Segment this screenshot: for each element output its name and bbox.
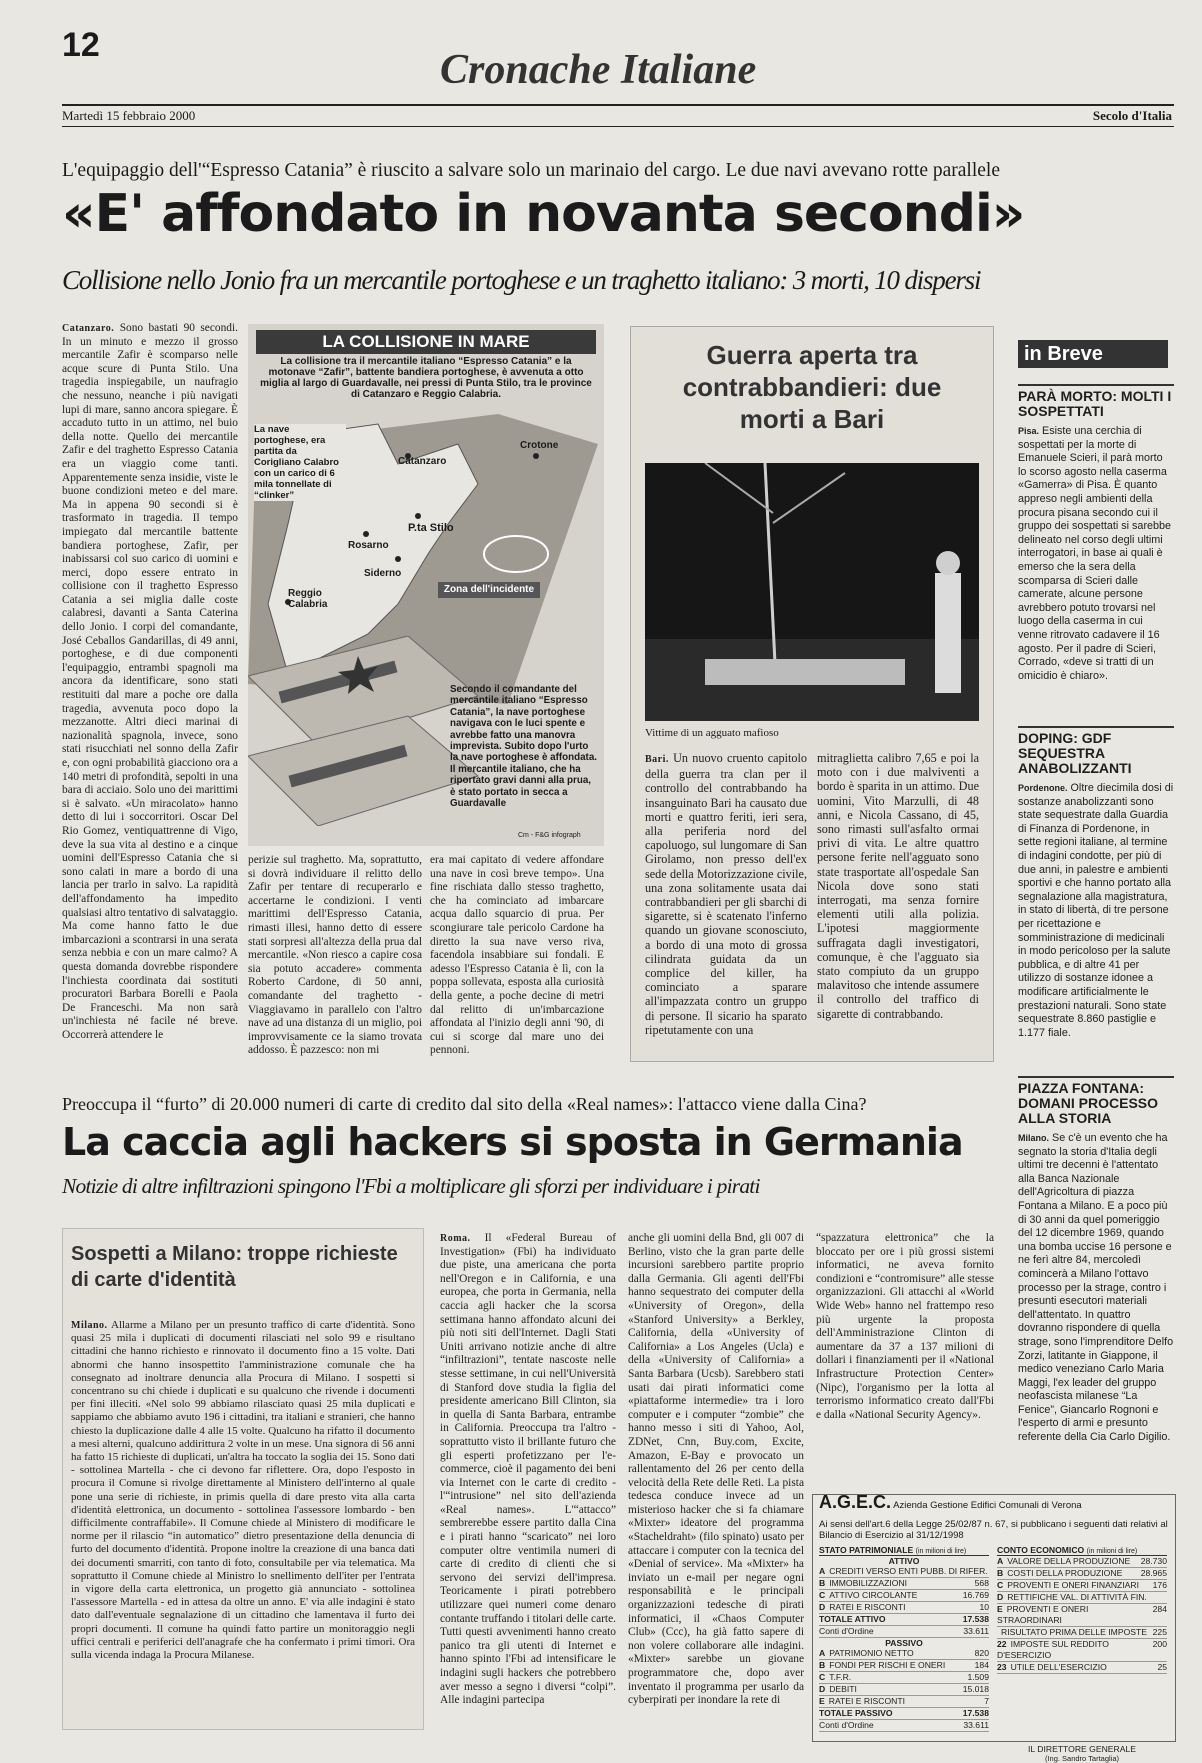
night-scene-illustration	[645, 463, 979, 721]
hackers-column-2	[628, 1232, 804, 1730]
attivo-value: 10	[979, 1602, 989, 1612]
ce-value: 176	[1152, 1580, 1167, 1590]
signature-name: (Ing. Sandro Tartaglia)	[1044, 1754, 1120, 1763]
passivo-letter: B	[819, 1660, 826, 1670]
agec-intro: Ai sensi dell'art.6 della Legge 25/02/87 n. 67, si pubblicano i seguenti dati relativi al Bilancio di Esercizio al 31/12/1998	[819, 1519, 1168, 1541]
passivo-label: PASSIVO	[885, 1638, 923, 1648]
ce-row	[997, 1580, 1167, 1592]
place-stilo: P.ta Stilo	[408, 522, 454, 534]
graphic-title: LA COLLISIONE IN MARE	[256, 330, 596, 354]
bari-text-2: mitraglietta calibro 7,65 e poi la moto con i due malviventi a bordo è sparita in un attimo. Due uomini, Vito Marzulli, di 48 anni, e Nicola Cassano, di 45, sono rimasti sull'asfalto ormai privi di vita. Le altre quattro persone ferite nell'agguato sono state trasportate all'ospedale San Nicola dove sono stati interrogati, ma senza fornire elementi utili alla polizia. L'ipotesi maggiormente suffragata dagli investigatori, comunque, è che l'agguato sia stato compiuto da un gruppo malavitoso che intende assumere il controllo del traffico di sigarette di contrabbando.	[817, 751, 979, 1021]
section-title: Cronache Italiane	[440, 47, 757, 93]
attivo-label: CREDITI VERSO ENTI PUBB. DI RIFER.	[829, 1566, 988, 1576]
brief-body-2: Oltre diecimila dosi di sostanze anabolizzanti sono state sequestrate dalla Guardia di Finanza di Pordenone, in sette regioni italiane, al termine di indagini condotte, per più di due anni, in palestre e ambienti sportivi e che hanno portato alla segnalazione alla magistratura, in stato di libertà, di tre persone per ricettazione e somministrazione di medicinali in modo pericoloso per la salute pubblica, e di altre 41 per utilizzo di sostanze idonee a modificare artificialmente le prestazioni naturali. Sono state sequestrate 8.860 pastiglie e 1.177 fiale.	[1018, 782, 1174, 1039]
milano-column	[71, 1319, 415, 1719]
hackers-text-3: “spazzatura elettronica” che la bloccato per ore i più grossi sistemi informatici, ne aveva fornito condizioni e “contromisure” alle stesse organizzazioni. Gli attacchi al «World Wide Web» hanno nel frattempo reso più urgente la proposta dell'Amministrazione Clinton di aumentare da 37 a 137 milioni di dollari i finanziamenti per il «National Infrastructure Protection Center» (Nipc), l'organismo per la lotta al terrorismo informatico creato dall'Fbi e dalla «National Security Agency».	[816, 1232, 994, 1421]
ce-letter: B	[997, 1568, 1004, 1578]
ce-value: 284	[1152, 1604, 1167, 1614]
attivo-value: 16.769	[962, 1590, 989, 1600]
header-rule-bottom	[62, 126, 1174, 127]
brief-body-3: Se c'è un evento che ha segnato la storia d'Italia degli ultimi tre decenni è l'attentato alla Banca Nazionale dell'Agricoltura di piazza Fontana a Milano. E a poco più di 30 anni da quel pomeriggio del 12 dicembre 1969, quando una bomba uccise 16 persone e ne ferì altre 84, mercoledì comincerà a Milano l'ottavo processo per la strage, contro i presunti esecutori materiali dell'attentato. In quattro dovranno rispondere di quella strage, sono l'imprenditore Delfo Zorzi, latitante in Giappone, il medico veneziano Carlo Maria Maggi, l'ex leader del gruppo neofascista milanese “La Fenice”, Giancarlo Rognoni e l'esperto di armi e presunto referente della Cia Carlo Digilio.	[1018, 1132, 1174, 1444]
hackers-headline: La caccia agli hackers si sposta in Germania	[62, 1120, 963, 1164]
main-headline: «E' affondato in novanta secondi»	[62, 184, 1025, 244]
passivo-label: FONDI PER RISCHI E ONERI	[829, 1660, 946, 1670]
milano-text: Allarme a Milano per un presunto traffico di carte d'identità. Sono quasi 25 mila i duplicati di documenti rilasciati nel solo 99 e risultano cittadini che hanno richiesto e rinnovato il documento fino a 15 volte. Dati abnormi che hanno insospettito l'amministrazione comunale che ha consegnato ad inoltrare denuncia alla Procura di Milano. I sospetti si concentrano su chi chiede i duplicati e su qualcuno che rivende i documenti per fini illeciti. «Nel solo 99 abbiamo rilasciato quasi 25 mila duplicati e sappiamo che abbiamo avuto 196 i cittadini, tra italiani e stranieri, che hanno chiesto la duplicazione dalle 4 alle 15 volte. Qualcuno ha rifatto il documento a mesi alterni, qualcuno addirittura 2 volte in un mese. Una signora di 56 anni ha fatto 15 richieste di duplicati, un'altra ha toccato la soglia dei 15. Sono dati - sottolinea Martella - che ci devono far riflettere. Ora, dopo l'esposto in procura il Comune si rivolge direttamente al Ministero dell'interno al quale pone una serie di richieste, in primis quella di dare presto vita alla carta d'identità elettronica, un documento - sottolinea l'assessore lombardo - ben difficilmente contraffabile». Il Comune chiede al Ministero di modificare le norme per il rilascio “in automatico” dietro presentazione della denuncia di furto del documento d'identità. Propone inoltre la creazione di una banca dati dei documenti smarriti, con tanto di foto, consultabile per via telematica. Ma soprattutto il Comune chiede al Ministro lo snellimento dell'iter per l'entrata in vigore della carta elettronica, un progetto già annunciato - sottolinea l'assessore Martella - ed in attesa da oltre un anno. E' via alle indagini è stato dato dall'eventuale segnalazione di un cittadino che lamentava il furto dei propri documenti. Il comune ha quindi fatto partire un monitoraggio negli uffici centrali e periferici dell'anagrafe che ha confermato i primi timori. Ora sulla vicenda indaga la Procura Milanese.	[71, 1319, 415, 1662]
brief-dateline-1: Pisa.	[1018, 426, 1040, 436]
passivo-letter: A	[819, 1648, 826, 1658]
hackers-text-2: anche gli uomini della Bnd, gli 007 di Berlino, visto che la gran parte delle incursioni sarebbero partite proprio dalla Germania. Gli agenti dell'Fbi hanno sequestrato dei computer della «University of Oregon», della «Stanford University» a Berkley, California, della «University of California» a Los Angeles (Ucla) e della «University of California» a Santa Barbara (Ucsb). Sarebbero stati usati dai pirati informatici come «piattaforme intermedie» tra i loro computer e i computer “zombie” che hanno messo i siti di Yahoo, Aol, ZDNet, Cnn, Buy.com, Excite, Amazon, E-Bay e provocato un rallentamento del 26 per cento della velocità della Rete delle Reti. La pista tedesca conduce invece ad un misterioso hacker che si fa chiamare «Mixter» ideatore del programma «Stacheldraht» (filo spinato) usato per attaccare i computer con la tecnica del «Denial of service». Ma «Mixter» ha inviato un e-mail per negare ogni responsabilità e le principali organizzazioni tedesche di pirati informatici, il «Chaos Computer Club» (Ccc), ha già fatto sapere di non volere collaborare alle indagini. «Mixter» sarebbe un giovane programmatore che, dopo aver inventato il programma per usarlo da cyberpirati per inondare la rete di	[628, 1232, 804, 1707]
passivo-letter: C	[819, 1672, 826, 1682]
milano-box	[62, 1228, 424, 1730]
ce-label: COSTI DELLA PRODUZIONE	[1007, 1568, 1123, 1578]
place-rosarno: Rosarno	[348, 540, 389, 551]
place-reggio: Reggio Calabria	[288, 588, 328, 610]
attivo-letter: D	[819, 1602, 826, 1612]
brief-item-1	[1018, 384, 1174, 683]
attivo-label: IMMOBILIZZAZIONI	[829, 1578, 908, 1588]
hackers-text-1: Il «Federal Bureau of Investigation» (Fbi) ha individuato due piste, una americana che porta nell'Oregon e in California, e una europea, che porta in Germania, nella caccia agli hacker che la scorsa settimana hanno affondato alcuni dei più noti siti dell'Internet. Dagli Stati Uniti arrivano notizie anche di altre “infiltrazioni”, tentate nascoste nelle stesse settimane, in cui nell'Università di Stanford dove studia la figlia del presidente americano Bill Clinton, sia in quella di Santa Barbara, entrambe in California. Preoccupa tra l'altro - soprattutto visto il brillante futuro che gli esperti profetizzano per l'e-commerce, cioè il pagamento dei beni via Internet con le carte di credito - l'“intrusione” nel sito dell'azienda «Real names». L'“attacco” sembrerebbe essere partito dalla Cina e i pirati hanno “scaricato” nei loro computer oltre ventimila numeri di carte di credito di clienti che si servono dei servizi dell'impresa. Teoricamente i pirati potrebbero utilizzare quei numeri come denaro contante truffando i titolari delle carte. Tutti questi avvenimenti hanno creato panico tra gli utenti di Internet e hanno spinto l'Fbi ad intensificare le indagini sugli hackers che potrebbero aver messo a segno i diversi “colpi”. Alle indagini partecipa	[440, 1232, 616, 1707]
agec-header	[819, 1492, 1169, 1512]
milano-title: Sospetti a Milano: troppe richieste di carte d'identità	[71, 1243, 398, 1291]
passivo-value: 820	[974, 1648, 989, 1658]
attivo-letter: B	[819, 1578, 826, 1588]
attivo-row	[819, 1602, 989, 1614]
passivo-row	[819, 1696, 989, 1708]
agec-title: A.G.E.C.	[819, 1492, 892, 1512]
sp-header: STATO PATRIMONIALE	[819, 1545, 914, 1555]
passivo-row	[819, 1684, 989, 1696]
brief-item-2	[1018, 726, 1174, 1040]
passivo-label: DEBITI	[829, 1684, 857, 1694]
graphic-intro: La collisione tra il mercantile italiano “Espresso Catania” e la motonave “Zafir”, battente bandiera portoghese, è avvenuta a otto miglia al largo di Guardavalle, nei pressi di Punta Stilo, tra le province di Catanzaro e Reggio Calabria.	[260, 356, 592, 400]
ce-label: PROVENTI E ONERI STRAORDINARI	[997, 1604, 1089, 1625]
attivo-row	[819, 1578, 989, 1590]
ce-label: RISULTATO PRIMA DELLE IMPOSTE	[1001, 1627, 1147, 1637]
ce-letter: C	[997, 1580, 1004, 1590]
inbreve-label: in Breve	[1018, 340, 1168, 368]
brief-dateline-2: Pordenone.	[1018, 783, 1068, 793]
passivo-value: 184	[974, 1660, 989, 1670]
ce-row	[997, 1604, 1167, 1627]
ce-value: 25	[1157, 1662, 1167, 1672]
place-crotone: Crotone	[520, 440, 559, 451]
ce-label: PROVENTI E ONERI FINANZIARI	[1007, 1580, 1140, 1590]
brief-title-3: PIAZZA FONTANA: DOMANI PROCESSO ALLA STORIA	[1018, 1076, 1174, 1126]
page-number: 12	[62, 26, 100, 64]
passivo-value: 1.509	[967, 1672, 989, 1682]
brief-title-1: PARÀ MORTO: MOLTI I SOSPETTATI	[1018, 384, 1174, 419]
ce-label: UTILE DELL'ESERCIZIO	[1010, 1662, 1107, 1672]
ce-letter: 23	[997, 1662, 1007, 1672]
attivo-row	[819, 1566, 989, 1578]
conti-ordine-2-row	[819, 1720, 989, 1732]
ce-letter: E	[997, 1604, 1003, 1614]
passivo-value: 15.018	[962, 1684, 989, 1694]
ce-rows	[997, 1556, 1167, 1674]
agec-stato-patrimoniale	[819, 1545, 989, 1732]
ce-letter: A	[997, 1556, 1004, 1566]
bari-column-2	[817, 751, 979, 1051]
bari-box	[630, 326, 994, 1062]
attivo-letter: A	[819, 1566, 826, 1576]
attivo-label: ATTIVO CIRCOLANTE	[829, 1590, 918, 1600]
ce-row	[997, 1662, 1167, 1674]
ce-row	[997, 1627, 1167, 1639]
passivo-letter: E	[819, 1696, 825, 1706]
tot-passivo-label: TOTALE PASSIVO	[819, 1708, 893, 1718]
main-column-2	[248, 854, 422, 1064]
attivo-value: 568	[974, 1578, 989, 1588]
passivo-row	[819, 1672, 989, 1684]
zone-label: Zona dell'incidente	[438, 582, 540, 598]
attivo-label: ATTIVO	[888, 1556, 920, 1566]
passivo-label: RATEI E RISCONTI	[828, 1696, 905, 1706]
ce-unit: (in milioni di lire)	[1086, 1548, 1138, 1555]
ce-value: 28.730	[1140, 1556, 1167, 1566]
passivo-value: 7	[984, 1696, 989, 1706]
milano-dateline: Milano.	[71, 1320, 108, 1331]
attivo-row	[819, 1590, 989, 1602]
conti-ordine-2-label: Conti d'Ordine	[819, 1720, 874, 1730]
main-column-1	[62, 322, 238, 1064]
place-catanzaro: Catanzaro	[398, 456, 447, 467]
ce-value: 225	[1152, 1627, 1167, 1637]
agec-title-tail: Azienda Gestione Edifici Comunali di Verona	[893, 1500, 1082, 1511]
passivo-row	[819, 1648, 989, 1660]
attivo-rows	[819, 1566, 989, 1614]
agec-conto-economico	[997, 1545, 1167, 1763]
bari-text-1: Un nuovo cruento capitolo della guerra tra clan per il controllo del contrabbando ha insanguinato Bari ha causato due morti e quattro feriti, ieri sera, alla periferia nord del capoluogo, sul lungomare di San Girolamo, non presso dell'ex sede della Motorizzazione civile, una zona solitamente usata dai contrabbandieri per gli sbarchi di sigarette, si è scatenato l'inferno quando un giovane sconosciuto, a bordo di una moto di grossa cilindrata guidata da un complice del killer, ha cominciato a sparare all'impazzata contro un gruppo di persone. Il sicario ha sparato ripetutamente con una	[645, 751, 807, 1037]
paper-name: Secolo d'Italia	[1092, 108, 1172, 123]
main-text-1: Sono bastati 90 secondi. In un minuto e mezzo il grosso mercantile Zafir è scomparso nelle acque scure di Punta Stilo. Una tragedia inspiegabile, un naufragio che nessuno, neanche i più navigati lupi di mare, sanno ancora spiegare. È accaduto tutto in un attimo, nel buio della notte. Quello dei mercantile Zafir e del traghetto Espresso Catania era un viaggio come tanti. Apparentemente senza insidie, viste le buone condizioni meteo e del mare. Ma in appena 90 secondi si è trasformato in tragedia. Il tempo impiegato dal mercantile battente bandiera portoghese, Zafir, per inabissarsi col suo carico di uomini e merci, dopo essere entrato in collisione con il traghetto Espresso Catania a sei miglia dalle coste calabresi, davanti a Santa Caterina dello Jonio. I corpi del comandante, José Ceballos Gandarillas, di 49 anni, portoghese, e di due componenti l'equipaggio, entrambi spagnoli ma ancora da identificare, sono stati restituiti dal mare a poche ore dalla tragedia, avvenuta poco dopo la mezzanotte. Altri dieci marinai di nazionalità spagnola, invece, sono stati risucchiati nel sonno della Zafir e, con ogni probabilità giacciono ora a 140 metri di profondità, sepolti in una bara di acciaio. Solo uno dei marittimi si è salvato. «Un miracolato» hanno detto di lui i soccorritori. Oscar Del Rio Gomez, ventiquattrenne di Vigo, deve la sua vita al destino e a cinque uomini dell'Espresso Catania che si sono calati in mare a bordo di una lancia per trarlo in salvo. La rapidità dell'affondamento ha impedito qualsiasi altro tentativo di salvataggio. Ma come hanno fatto le due imbarcazioni a scontrarsi in una serata senza nebbia e con un mare calmo? A questa domanda dovrebbe rispondere l'inchiesta coordinata dai sostituti procuratori Barbara Borelli e Paola De Franceschi. Ma non sarà un'inchiesta né facile né breve. Occorrerà attendere le	[62, 322, 238, 1041]
ce-value: 28.965	[1140, 1568, 1167, 1578]
attivo-letter: C	[819, 1590, 826, 1600]
passivo-label: PATRIMONIO NETTO	[829, 1648, 914, 1658]
passivo-letter: D	[819, 1684, 826, 1694]
main-text-3: era mai capitato di vedere affondare una nave in così breve tempo». Una fine rischiata dallo stesso traghetto, che ha cominciato ad imbarcare acqua dallo squarcio di prua. Per scongiurare tale pericolo Cardone ha diretto la sua nave verso riva, facendola insabbiare sui fondali. E adesso l'Espresso Catania è lì, con la poppa sollevata, esposta alla curiosità della gente, a poche decine di metri dal relitto di un'imbarcazione affondata al l'inizio degli anni '90, di cui si scorge dal mare uno dei pennoni.	[430, 854, 604, 1057]
passivo-rows	[819, 1648, 989, 1708]
ce-label: IMPOSTE SUL REDDITO D'ESERCIZIO	[997, 1639, 1109, 1660]
bari-title: Guerra aperta tra contrabbandieri: due morti a Bari	[682, 340, 942, 434]
attivo-label: RATEI E RISCONTI	[829, 1602, 906, 1612]
ce-letter: 22	[997, 1639, 1007, 1649]
header-rule	[62, 104, 1174, 106]
sp-unit: (in milioni di lire)	[915, 1548, 967, 1555]
ce-value: 200	[1152, 1639, 1167, 1649]
ce-label: RETTIFICHE VAL. DI ATTIVITÀ FIN.	[1007, 1592, 1147, 1602]
graphic-credit: Cm - F&G infograph	[518, 832, 581, 839]
tot-attivo-label: TOTALE ATTIVO	[819, 1614, 886, 1624]
bari-column-1	[645, 751, 807, 1051]
main-text-2: perizie sul traghetto. Ma, soprattutto, si dovrà individuare il relitto dello Zafir per tentare di recuperarlo e accertarne le condizioni. I venti marittimi dell'Espresso Catania, rimasti illesi, hanno detto di essere stati sorpresi all'altezza della prua dal mercantile. «Non riesco a capire cosa sia potuto accadere» commenta Roberto Cardone, di 50 anni, comandante del traghetto - Viaggiavamo in parallelo con l'altro nave ad una distanza di un miglio, poi improvvisamente ce la siamo trovata addosso. È pazzesco: non mi	[248, 854, 422, 1057]
ce-header: CONTO ECONOMICO	[997, 1545, 1085, 1555]
bari-photo	[645, 463, 979, 721]
graphic-note-1: La nave portoghese, era partita da Corigliano Calabro con un carico di 6 mila tonnellate di “clinker”	[254, 424, 346, 501]
ce-letter: D	[997, 1592, 1004, 1602]
conti-ordine-1-value: 33.611	[963, 1626, 989, 1636]
hackers-column-3	[816, 1232, 994, 1468]
bari-caption: Vittime di un agguato mafioso	[645, 727, 779, 739]
main-kicker: L'equipaggio dell'“Espresso Catania” è riuscito a salvare solo un marinaio del cargo. Le due navi avevano rotte parallele	[62, 160, 1000, 181]
signature-role: IL DIRETTORE GENERALE	[1028, 1744, 1136, 1754]
main-dateline: Catanzaro.	[62, 323, 115, 334]
conti-ordine-1-label: Conti d'Ordine	[819, 1626, 874, 1636]
tot-attivo-value: 17.538	[962, 1614, 989, 1624]
place-siderno: Siderno	[364, 568, 402, 579]
passivo-label: T.F.R.	[829, 1672, 852, 1682]
hackers-column-1	[440, 1232, 616, 1730]
conti-ordine-2-value: 33.611	[963, 1720, 989, 1730]
issue-date: Martedì 15 febbraio 2000	[62, 108, 196, 123]
brief-title-2: DOPING: GDF SEQUESTRA ANABOLIZZANTI	[1018, 726, 1174, 776]
brief-body-1: Esiste una cerchia di sospettati per la morte di Emanuele Scieri, il parà morto lo scorso agosto nella caserma «Gamerra» di Pisa. È quanto appreso negli ambienti della procura pisana secondo cui il gruppo dei sospettati si sarebbe delineato nel corso degli ultimi interrogatori, in base ai quali è emerso che la sera della scomparsa di Scieri dalle camerate, alcune persone avrebbero potuto trovarsi nel luogo della caserma in cui venne ritrovato cadavere il 16 agosto. Per il padre di Scieri, Corrado, «deve si tratti di un omicidio è chiaro».	[1018, 425, 1172, 682]
tot-passivo-value: 17.538	[962, 1708, 989, 1718]
brief-dateline-3: Milano.	[1018, 1133, 1049, 1143]
main-subhead: Collisione nello Jonio fra un mercantile portoghese e un traghetto italiano: 3 morti, 10 dispersi	[62, 265, 981, 295]
passivo-row	[819, 1660, 989, 1672]
main-column-3	[430, 854, 604, 1064]
ce-row	[997, 1556, 1167, 1568]
collision-graphic	[248, 324, 604, 846]
hackers-kicker: Preoccupa il “furto” di 20.000 numeri di carte di credito dal sito della «Real names»: l'attacco viene dalla Cina?	[62, 1094, 867, 1114]
hackers-dateline: Roma.	[440, 1233, 471, 1244]
graphic-note-2: Secondo il comandante del mercantile italiano “Espresso Catania”, la nave portoghese navigava con le luci spente e avrebbe fatto una manovra imprevista. Subito dopo l'urto la nave portoghese è affondata. Il mercantile italiano, che ha riportato gravi danni alla prua, è stato portato in secca a Guardavalle	[450, 684, 597, 810]
bari-dateline: Bari.	[645, 754, 669, 765]
ce-label: VALORE DELLA PRODUZIONE	[1007, 1556, 1131, 1566]
ce-row	[997, 1592, 1167, 1604]
conti-ordine-1-row	[819, 1626, 989, 1638]
hackers-subhead: Notizie di altre infiltrazioni spingono l'Fbi a moltiplicare gli sforzi per individuare i pirati	[62, 1174, 760, 1198]
ce-row	[997, 1568, 1167, 1580]
tot-passivo-row	[819, 1708, 989, 1720]
brief-item-3	[1018, 1076, 1174, 1445]
agec-ad	[812, 1492, 1176, 1763]
tot-attivo-row	[819, 1614, 989, 1626]
ce-row	[997, 1639, 1167, 1662]
